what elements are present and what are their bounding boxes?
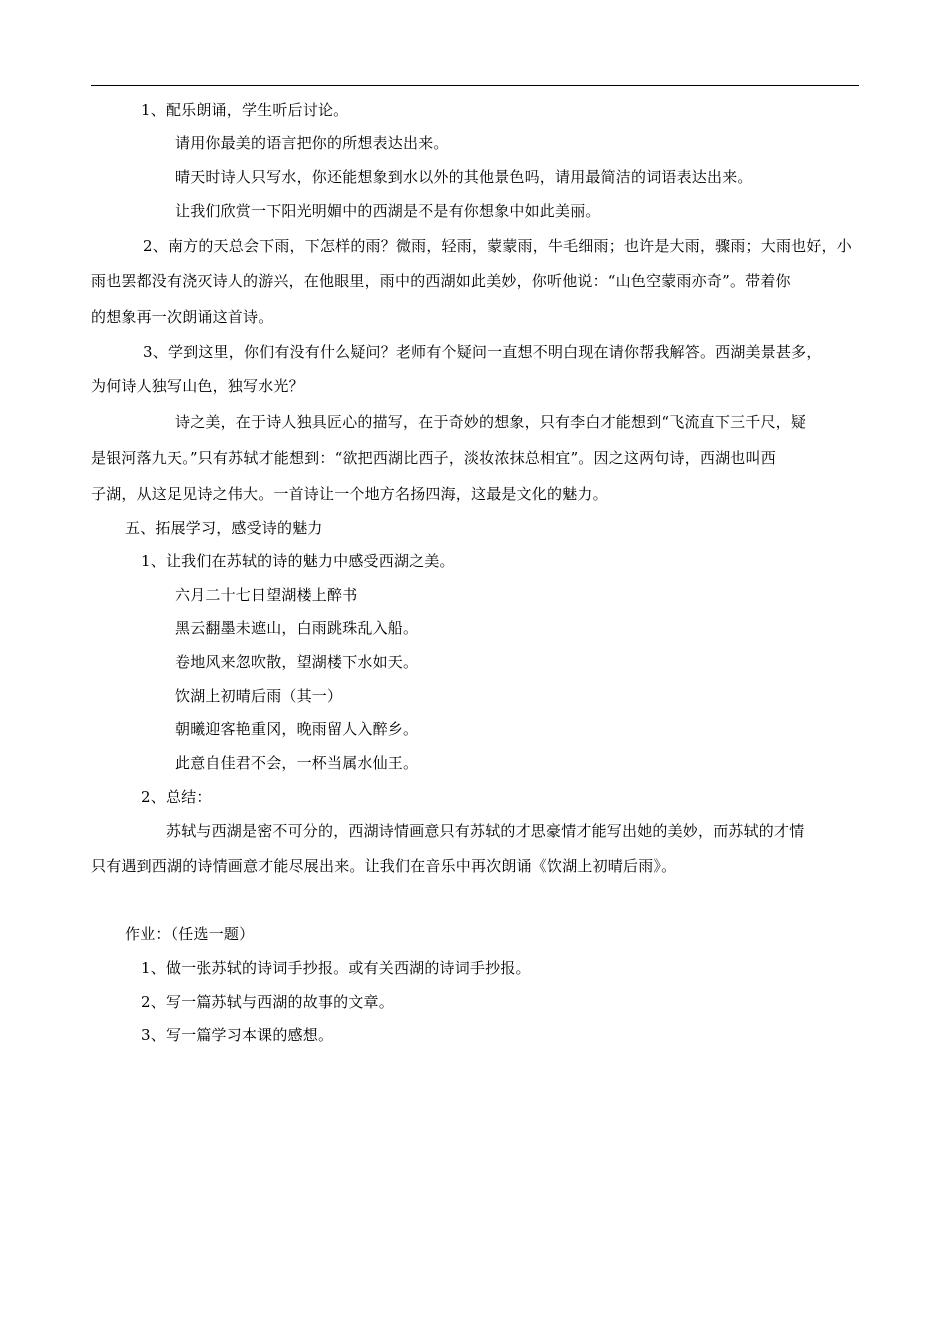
section5-item2: 2、总结：: [141, 788, 212, 806]
homework-heading: 作业：（任选一题）: [125, 925, 255, 943]
section4-prompt1: 请用你最美的语言把你的所想表达出来。: [175, 134, 449, 152]
homework-item1: 1、做一张苏轼的诗词手抄报。或有关西湖的诗词手抄报。: [141, 959, 531, 977]
section4-item3-line2: 为何诗人独写山色，独写水光？: [91, 377, 304, 395]
section5-item1: 1、让我们在苏轼的诗的魅力中感受西湖之美。: [141, 552, 455, 570]
section4-item1: 1、配乐朗诵，学生听后讨论。: [141, 101, 349, 119]
section4-prompt3: 让我们欣赏一下阳光明媚中的西湖是不是有你想象中如此美丽。: [175, 202, 601, 220]
poem1-title: 六月二十七日望湖楼上醉书: [175, 586, 358, 604]
poem1-line2: 卷地风来忽吹散，望湖楼下水如天。: [175, 653, 419, 671]
section4-answer-line3: 子湖，从这足见诗之伟大。一首诗让一个地方名扬四海，这最是文化的魅力。: [91, 485, 608, 503]
poem1-line1: 黑云翻墨未遮山，白雨跳珠乱入船。: [175, 619, 419, 637]
poem2-title: 饮湖上初晴后雨（其一）: [175, 687, 343, 705]
section5-heading: 五、拓展学习，感受诗的魅力: [125, 519, 323, 537]
section4-item3-line1: 3、学到这里，你们有没有什么疑问？老师有个疑问一直想不明白现在请你帮我解答。西湖美景甚多，: [143, 343, 822, 361]
summary-line2: 只有遇到西湖的诗情画意才能尽展出来。让我们在音乐中再次朗诵《饮湖上初晴后雨》。: [91, 857, 677, 875]
section4-item2-line1: 2、南方的天总会下雨，下怎样的雨？微雨，轻雨，蒙蒙雨，牛毛细雨；也许是大雨，骤雨；大雨也好，小: [143, 237, 852, 255]
poem2-line2: 此意自佳君不会，一杯当属水仙王。: [175, 754, 419, 772]
homework-item3: 3、写一篇学习本课的感想。: [141, 1026, 334, 1044]
homework-item2: 2、写一篇苏轼与西湖的故事的文章。: [141, 993, 394, 1011]
summary-line1: 苏轼与西湖是密不可分的，西湖诗情画意只有苏轼的才思豪情才能写出她的美妙，而苏轼的才情: [166, 822, 805, 840]
poem2-line1: 朝曦迎客艳重冈，晚雨留人入醉乡。: [175, 720, 419, 738]
section4-answer-line2: 是银河落九天。”只有苏轼才能想到：“欲把西湖比西子，淡妆浓抹总相宜”。因之这两句诗，西湖也叫西: [91, 449, 776, 467]
header-rule: [91, 85, 859, 86]
section4-item2-line3: 的想象再一次朗诵这首诗。: [91, 308, 274, 326]
section4-answer-line1: 诗之美，在于诗人独具匠心的描写，在于奇妙的想象，只有李白才能想到“飞流直下三千尺，疑: [175, 413, 807, 431]
section4-prompt2: 晴天时诗人只写水，你还能想象到水以外的其他景色吗，请用最简洁的词语表达出来。: [175, 168, 753, 186]
section4-item2-line2: 雨也罢都没有浇灭诗人的游兴，在他眼里，雨中的西湖如此美妙，你听他说：“山色空蒙雨亦奇”。带着你: [91, 272, 791, 290]
